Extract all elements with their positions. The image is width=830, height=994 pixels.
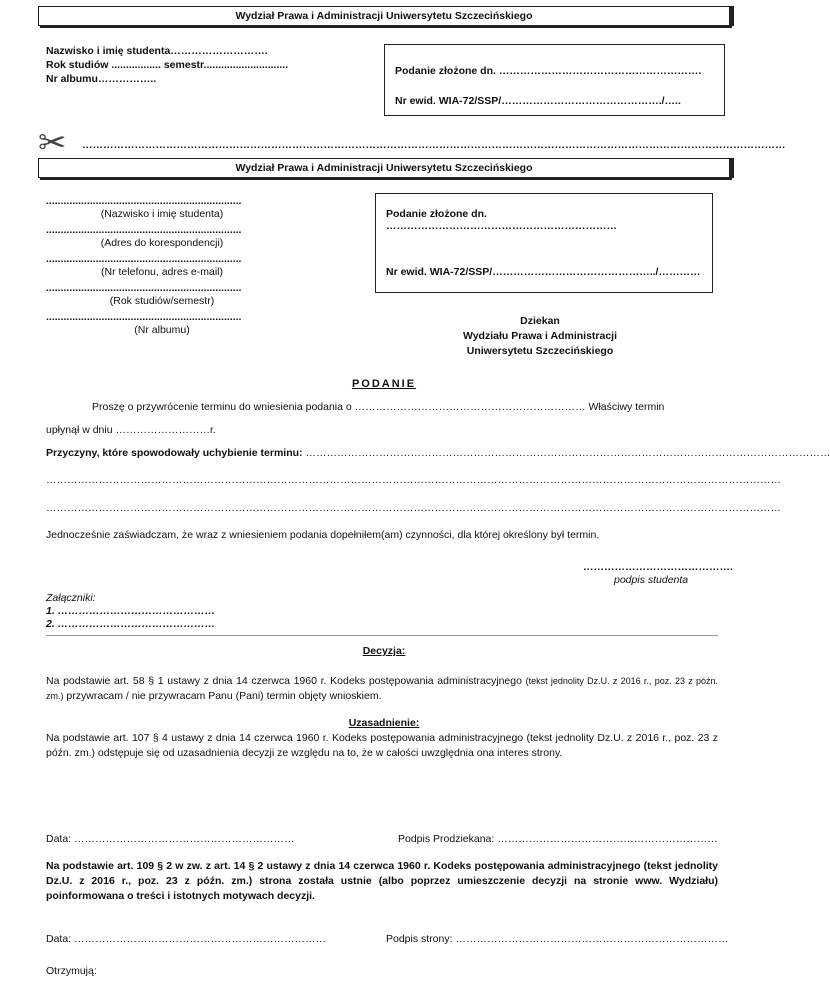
applicant-dots-5: ................................................................... — [46, 311, 242, 323]
reasons-line-3: ………………………………………………………………………………………………………………………………………………………………………………………… — [46, 502, 781, 514]
applicant-dots-2: ................................................................... — [46, 224, 242, 236]
addressee — [435, 314, 645, 359]
justification-text: Na podstawie art. 107 § 4 ustawy z dnia 14 czerwca 1960 r. Kodeks postępowania administracyjnego (tekst jednolity Dz.U. z 2016 r., poz. 23 z późn. zm.) odstępuje się od uzasadnienia decyzji ze względu na to, że w całości uwzględnia ona interes strony. — [46, 732, 718, 759]
office-submitted: Podanie złożone dn. ………………………………………………………… — [386, 208, 617, 232]
reasons-dots: …………………………………………………………………………………………………………………………………… — [305, 447, 830, 459]
decision-text-small: (tekst jednolity Dz.U. z 2016 r., poz. 23 z późn. zm.) — [46, 676, 718, 701]
attachments — [46, 592, 215, 631]
attachment-item-1: 1. ……………………………………… — [46, 605, 216, 617]
declaration: Jednocześnie zaświadczam, że wraz z wniesieniem podania dopełniłem(am) czynności, dla której określony był termin. — [46, 529, 600, 541]
scissors-icon: ✂ — [38, 124, 67, 162]
slip-album-line: Nr albumu…………….. — [46, 73, 157, 85]
prodean-signature: Podpis Prodziekana: ……………………………………………………… — [398, 833, 718, 845]
justification-title: Uzasadnienie: — [348, 717, 420, 729]
slip-name-line: Nazwisko i imię studenta………………………. — [46, 45, 268, 57]
applicant-dots-1: ................................................................... — [46, 195, 242, 207]
decision-text — [46, 674, 718, 704]
applicant-dots-4: ................................................................... — [46, 282, 242, 294]
request-line-2: upłynął w dniu ………………………r. — [46, 424, 216, 436]
reasons-line-2: ………………………………………………………………………………………………………………………………………………………………………………………… — [46, 474, 781, 486]
office-ewid: Nr ewid. WIA-72/SSP/………………………………………../………… — [386, 266, 701, 278]
attachment-item-2: 2. ……………………………………… — [46, 618, 216, 630]
reasons-line-1 — [46, 447, 830, 459]
request-line-1: Proszę o przywrócenie terminu do wniesienia podania o ………………………………………………………… Właściwy termin — [92, 401, 665, 413]
attachments-label: Załączniki: — [46, 592, 96, 604]
decision-date: Data: ……………………………………………………… — [46, 833, 295, 845]
slip-year-line: Rok studiów ................. semestr............................. — [46, 59, 289, 71]
decision-title: Decyzja: — [362, 645, 406, 657]
applicant-field-name: (Nazwisko i imię studenta) — [100, 208, 224, 220]
recipients-label: Otrzymują: — [46, 965, 97, 977]
applicant-block — [46, 195, 278, 340]
signature-dots: ……………………………………. — [583, 561, 733, 573]
notice-date: Data: ……………………………………………………………… — [46, 933, 327, 945]
slip-submitted: Podanie złożone dn. …………………………………………………. — [395, 65, 702, 77]
form-title: PODANIE — [351, 378, 417, 390]
applicant-field-address: (Adres do korespondencji) — [100, 237, 224, 249]
slip-ewid: Nr ewid. WIA-72/SSP/………………………………………./….. — [395, 95, 681, 107]
addressee-line3: Uniwersytetu Szczecińskiego — [466, 345, 614, 357]
party-signature: Podpis strony: …………………………………………………………………… — [386, 933, 729, 945]
signature-label: podpis studenta — [614, 574, 689, 586]
form-header: Wydział Prawa i Administracji Uniwersytetu Szczecińskiego — [38, 158, 730, 178]
divider — [46, 635, 718, 636]
decision-text-b: przywracam / nie przywracam Panu (Pani) termin objęty wnioskiem. — [63, 690, 382, 702]
slip-office-box — [384, 44, 725, 116]
reasons-label: Przyczyny, które spowodowały uchybienie terminu: — [46, 447, 306, 459]
slip-student-block — [46, 44, 288, 86]
decision-text-a: Na podstawie art. 58 § 1 ustawy z dnia 14 czerwca 1960 r. Kodeks postępowania administracyjnego — [46, 675, 526, 687]
applicant-field-year: (Rok studiów/semestr) — [109, 295, 215, 307]
addressee-line2: Wydziału Prawa i Administracji — [462, 330, 618, 342]
office-box — [375, 193, 713, 293]
top-header: Wydział Prawa i Administracji Uniwersytetu Szczecińskiego — [38, 6, 730, 26]
applicant-dots-3: ................................................................... — [46, 253, 242, 265]
addressee-line1: Dziekan — [520, 315, 560, 327]
cut-line: ………………………………………………………………………………………………………………………………………………………………………………… — [82, 139, 786, 151]
applicant-field-phone: (Nr telefonu, adres e-mail) — [101, 266, 223, 278]
notice-text: Na podstawie art. 109 § 2 w zw. z art. 14 § 2 ustawy z dnia 14 czerwca 1960 r. Kodeks postępowania administracyjnego (tekst jednolity Dz.U. z 2016 r., poz. 23 z późn. zm.) strona została ustnie (albo poprzez umieszczenie decyzji na stronie www. Wydziału) poinformowana o treści i istotnych motywach decyzji. — [46, 860, 718, 902]
applicant-field-album: (Nr albumu) — [134, 324, 190, 336]
